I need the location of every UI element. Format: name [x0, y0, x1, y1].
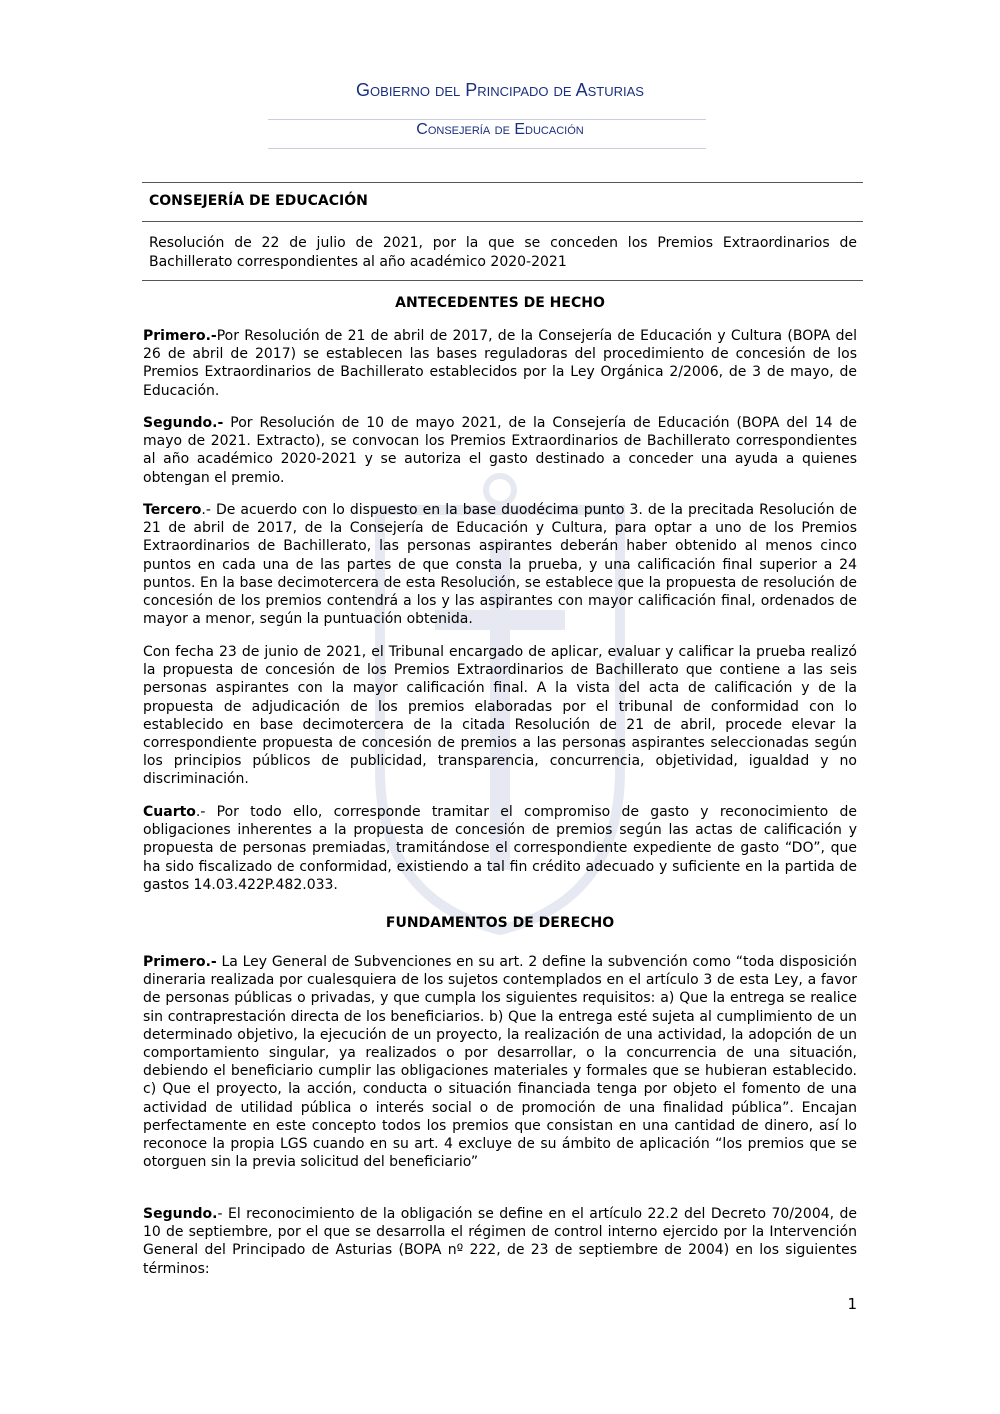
header-divider-top — [268, 119, 706, 120]
department-header: Consejería de Educación — [416, 121, 584, 138]
paragraph — [143, 327, 857, 400]
rule-1 — [142, 182, 863, 183]
government-header: Gobierno del Principado de Asturias — [356, 80, 644, 100]
resolution-title: Resolución de 22 de julio de 2021, por la que se conceden los Premios Extraordinarios de Bachillerato correspondientes al año académico 2020-2021 — [149, 235, 857, 270]
paragraph-text: Por Resolución de 10 de mayo 2021, de la Consejería de Educación (BOPA del 14 de mayo de 2021. Extracto), se convocan los Premios Extraordinarios de Bachillerato correspondientes al año académico 2020-2021 y se autoriza el gasto destinado a conceder una ayuda a quienes obtengan el premio. — [143, 415, 857, 486]
paragraph-text: Con fecha 23 de junio de 2021, el Tribunal encargado de aplicar, evaluar y calificar la prueba realizó la propuesta de concesión de los Premios Extraordinarios de Bachillerato que contiene a las seis personas aspirantes con la mayor calificación final. A la vista del acta de calificación y de la propuesta de adjudicación de los premios elaboradas por el tribunal de conformidad con lo establecido en base decimotercera de la citada Resolución de 21 de abril, procede elevar la correspondiente propuesta de concesión de premios a las personas aspirantes seleccionadas según los principios públicos de publicidad, transparencia, concurrencia, objetividad, igualdad y no discriminación. — [143, 644, 857, 788]
paragraph-label: Segundo.- — [143, 415, 224, 431]
paragraph — [143, 1205, 857, 1278]
section-heading-antecedentes: ANTECEDENTES DE HECHO — [395, 295, 605, 311]
paragraph-text: La Ley General de Subvenciones en su art. 2 define la subvención como “toda disposición dineraria realizada por cualesquiera de los sujetos contemplados en el artículo 3 de esta Ley, a favor de personas públicas o privadas, y que cumpla los siguientes requisitos: a) Que la entrega se realice sin contraprestación directa de los beneficiarios. b) Que la entrega esté sujeta al cumplimiento de un determinado objetivo, la ejecución de un proyecto, la realización de una actividad, la adopción de un comportamiento singular, ya realizados o por desarrollar, o la concurrencia de una situación, debiendo el beneficiario cumplir las obligaciones materiales y formales que se hubieran establecido. c) Que el proyecto, la acción, conducta o situación financiada tenga por objeto el fomento de una actividad de utilidad pública o interés social o de promoción de una finalidad pública”. Encajan perfectamente en este concepto todos los premios que consistan en una cantidad de dinero, así lo reconoce la propia LGS cuando en su art. 4 excluye de su ámbito de aplicación “los premios que se otorguen sin la previa solicitud del beneficiario” — [143, 954, 857, 1171]
paragraph-label: Segundo. — [143, 1206, 218, 1222]
department-title: CONSEJERÍA DE EDUCACIÓN — [149, 193, 368, 209]
header-divider-bottom — [268, 148, 706, 149]
paragraph — [143, 501, 857, 628]
paragraph-label: Primero.- — [143, 328, 217, 344]
paragraph — [143, 953, 857, 1171]
section-heading-fundamentos: FUNDAMENTOS DE DERECHO — [385, 915, 615, 931]
page-number: 1 — [847, 1295, 857, 1313]
paragraph-text: .- Por todo ello, corresponde tramitar el compromiso de gasto y reconocimiento de obligaciones inherentes a la propuesta de concesión de premios según las actas de calificación y propuesta de personas premiadas, tramitándose el correspondiente expediente de gasto “DO”, que ha sido fiscalizado de conformidad, existiendo a tal fin crédito adecuado y suficiente en la partida de gastos 14.03.422P.482.033. — [143, 804, 857, 893]
paragraph-label: Primero.- — [143, 954, 217, 970]
paragraph-label: Cuarto — [143, 804, 196, 820]
paragraph-text: Por Resolución de 21 de abril de 2017, de la Consejería de Educación y Cultura (BOPA del 26 de abril de 2017) se establecen las bases reguladoras del procedimiento de concesión de los Premios Extraordinarios de Bachillerato establecidos por la Ley Orgánica 2/2006, de 3 de mayo, de Educación. — [143, 328, 857, 399]
paragraph — [143, 643, 857, 789]
paragraph-text: .- De acuerdo con lo dispuesto en la base duodécima punto 3. de la precitada Resolución de 21 de abril de 2017, de la Consejería de Educación y Cultura, para optar a uno de los Premios Extraordinarios de Bachillerato, las personas aspirantes deberán haber obtenido al menos cinco puntos en cada una de las partes de que consta la prueba, y una calificación final superior a 24 puntos. En la base decimotercera de esta Resolución, se establece que la propuesta de resolución de concesión de los premios contendrá a los y las aspirantes con mayor calificación final, ordenados de mayor a menor, según la puntuación obtenida. — [143, 502, 857, 628]
paragraph — [143, 414, 857, 487]
rule-3 — [142, 280, 863, 281]
rule-2 — [142, 221, 863, 222]
paragraph-label: Tercero — [143, 502, 202, 518]
paragraph-text: - El reconocimiento de la obligación se define en el artículo 22.2 del Decreto 70/2004, de 10 de septiembre, por el que se desarrolla el régimen de control interno ejercido por la Intervención General del Principado de Asturias (BOPA nº 222, de 23 de septiembre de 2004) en los siguientes términos: — [143, 1206, 857, 1277]
paragraph — [143, 803, 857, 894]
